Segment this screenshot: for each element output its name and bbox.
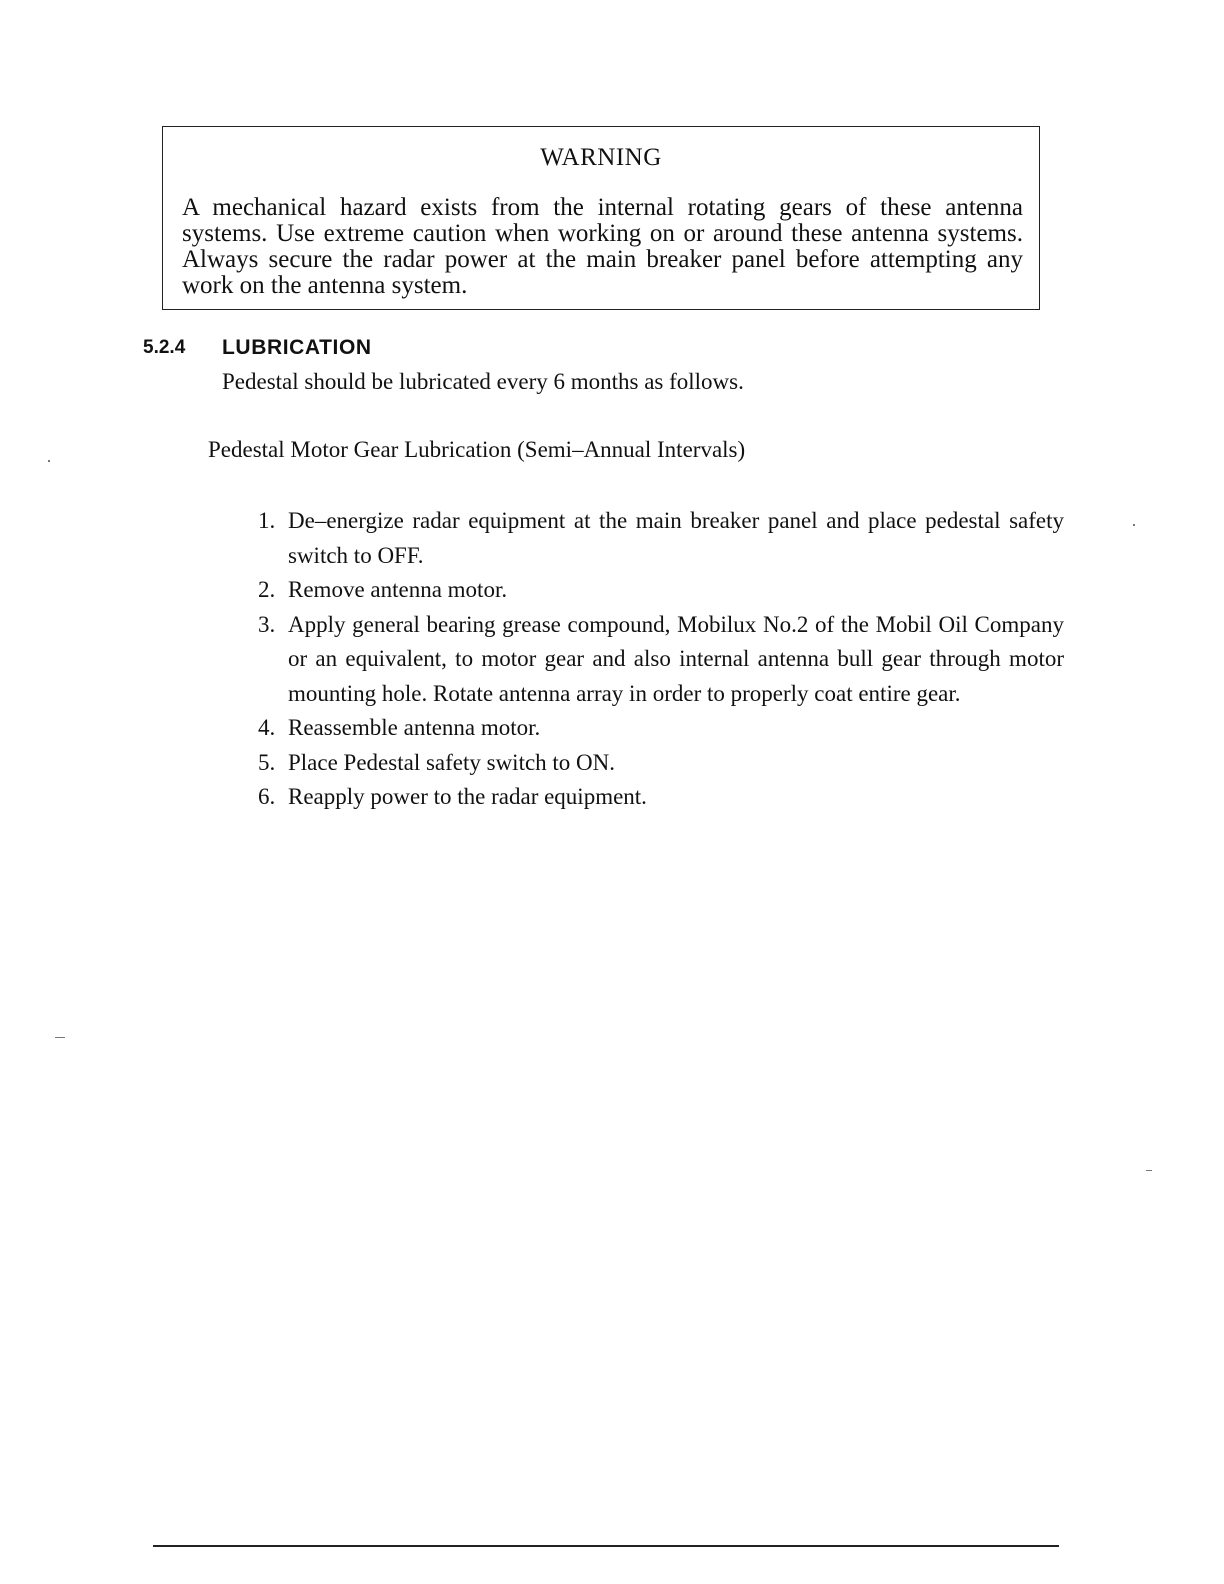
procedure-steps bbox=[258, 504, 1064, 815]
warning-box bbox=[162, 126, 1040, 310]
step-text: Reapply power to the radar equipment. bbox=[288, 784, 647, 809]
step-text: De–energize radar equipment at the main breaker panel and place pedestal safety switch to OFF. bbox=[288, 508, 1064, 568]
step-item bbox=[258, 780, 1064, 815]
step-item bbox=[258, 504, 1064, 573]
section-title: LUBRICATION bbox=[222, 336, 372, 359]
step-item bbox=[258, 711, 1064, 746]
warning-text: A mechanical hazard exists from the internal rotating gears of these antenna systems. Use extreme caution when working on or around these antenna systems. Always secure the radar power at the main breaker panel before attempting any work on the antenna system. bbox=[182, 194, 1023, 299]
step-number: 3. bbox=[258, 611, 276, 637]
scan-speck bbox=[48, 460, 50, 462]
step-item bbox=[258, 746, 1064, 781]
step-text: Remove antenna motor. bbox=[288, 577, 508, 602]
step-text: Apply general bearing grease compound, Mobilux No.2 of the Mobil Oil Company or an equivalent, to motor gear and also internal antenna bull gear through motor mounting hole. Rotate antenna array in order to properly coat entire gear. bbox=[288, 611, 1064, 706]
step-number: 5. bbox=[258, 749, 276, 775]
procedure-heading: Pedestal Motor Gear Lubrication (Semi–Annual Intervals) bbox=[208, 437, 746, 462]
scan-speck bbox=[1146, 1170, 1152, 1171]
warning-title: WARNING bbox=[540, 144, 662, 171]
scan-speck bbox=[1133, 524, 1135, 526]
step-item bbox=[258, 573, 1064, 608]
section-intro: Pedestal should be lubricated every 6 months as follows. bbox=[222, 369, 744, 394]
step-item bbox=[258, 608, 1064, 712]
scan-speck bbox=[55, 1037, 65, 1038]
step-number: 4. bbox=[258, 715, 276, 740]
step-number: 6. bbox=[258, 784, 276, 809]
step-number: 1. bbox=[258, 508, 276, 533]
step-text: Reassemble antenna motor. bbox=[288, 715, 541, 740]
footer-rule bbox=[153, 1545, 1059, 1547]
section-number: 5.2.4 bbox=[143, 337, 186, 358]
step-text: Place Pedestal safety switch to ON. bbox=[288, 749, 616, 775]
step-number: 2. bbox=[258, 577, 276, 602]
